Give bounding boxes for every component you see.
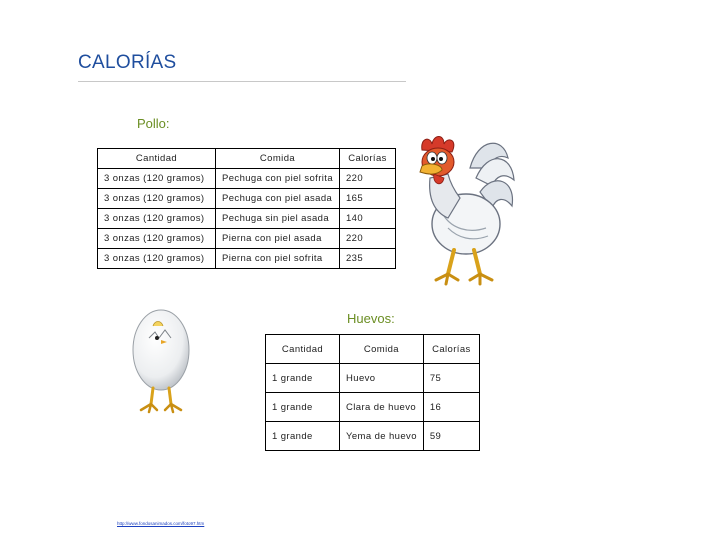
title-divider (78, 81, 406, 82)
table-row (98, 249, 396, 269)
cell-food: Pechuga sin piel asada (216, 209, 340, 229)
cell-quantity: 3 onzas (120 gramos) (98, 169, 216, 189)
cell-quantity: 3 onzas (120 gramos) (98, 249, 216, 269)
cell-calories: 165 (340, 189, 396, 209)
table-row (98, 169, 396, 189)
cell-calories: 220 (340, 229, 396, 249)
header-quantity: Cantidad (98, 149, 216, 169)
cell-quantity: 3 onzas (120 gramos) (98, 229, 216, 249)
cell-calories: 75 (423, 364, 479, 393)
egg-calorie-table (265, 334, 480, 451)
cell-food: Yema de huevo (340, 422, 424, 451)
table-header-row (266, 335, 480, 364)
rooster-icon (408, 128, 520, 294)
header-calories: Calorías (423, 335, 479, 364)
table-row (266, 364, 480, 393)
cell-quantity: 3 onzas (120 gramos) (98, 189, 216, 209)
header-calories: Calorías (340, 149, 396, 169)
cell-quantity: 3 onzas (120 gramos) (98, 209, 216, 229)
table-row (98, 189, 396, 209)
cell-food: Pierna con piel asada (216, 229, 340, 249)
header-food: Comida (216, 149, 340, 169)
cell-food: Clara de huevo (340, 393, 424, 422)
cell-food: Pechuga con piel asada (216, 189, 340, 209)
cell-food: Huevo (340, 364, 424, 393)
cell-calories: 16 (423, 393, 479, 422)
table-row (266, 422, 480, 451)
cell-calories: 235 (340, 249, 396, 269)
cell-food: Pierna con piel sofrita (216, 249, 340, 269)
table-row (98, 209, 396, 229)
cell-quantity: 1 grande (266, 364, 340, 393)
egg-chick-icon (125, 298, 197, 420)
cell-quantity: 1 grande (266, 422, 340, 451)
table-header-row (98, 149, 396, 169)
table-row (266, 393, 480, 422)
table-row (98, 229, 396, 249)
header-food: Comida (340, 335, 424, 364)
chicken-calorie-table (97, 148, 396, 269)
eggs-section-label: Huevos: (347, 311, 395, 326)
cell-calories: 220 (340, 169, 396, 189)
header-quantity: Cantidad (266, 335, 340, 364)
cell-calories: 140 (340, 209, 396, 229)
chicken-section-label: Pollo: (137, 116, 170, 131)
cell-food: Pechuga con piel sofrita (216, 169, 340, 189)
cell-quantity: 1 grande (266, 393, 340, 422)
source-link[interactable]: http://www.fondosanimados.com/foto97.htm (117, 521, 205, 526)
cell-calories: 59 (423, 422, 479, 451)
page-title: CALORÍAS (78, 52, 177, 73)
